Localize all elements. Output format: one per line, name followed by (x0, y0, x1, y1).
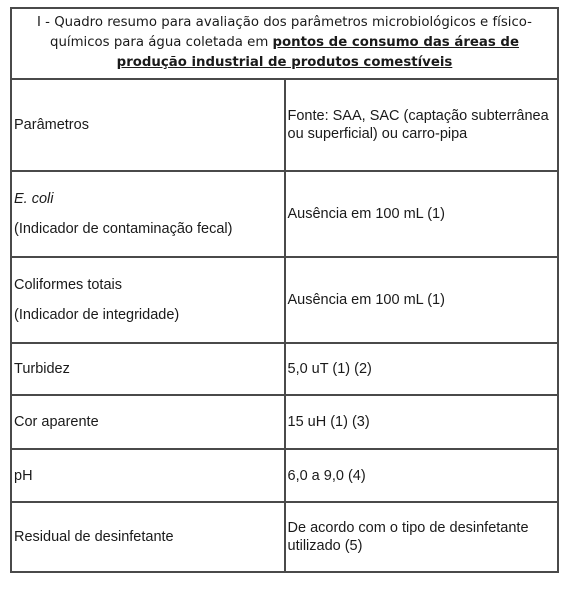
parameter-cell (11, 257, 285, 343)
parameter-name: Coliformes totais (14, 277, 122, 293)
parameter-cell: Turbidez (11, 343, 285, 395)
header-parameter: Parâmetros (11, 79, 285, 171)
value-cell: Ausência em 100 mL (1) (285, 171, 559, 257)
table-row (11, 343, 558, 395)
header-source: Fonte: SAA, SAC (captação subterrânea ou superficial) ou carro-pipa (285, 79, 559, 171)
parameter-cell: Cor aparente (11, 395, 285, 449)
value-cell: 6,0 a 9,0 (4) (285, 449, 559, 502)
table-row (11, 395, 558, 449)
parameters-table (10, 7, 559, 573)
table-title (11, 8, 558, 79)
title-row (11, 8, 558, 79)
table-row (11, 502, 558, 572)
value-cell: Ausência em 100 mL (1) (285, 257, 559, 343)
parameter-note: (Indicador de integridade) (14, 307, 180, 323)
table-row (11, 171, 558, 257)
parameter-cell: Residual de desinfetante (11, 502, 285, 572)
value-cell: 15 uH (1) (3) (285, 395, 559, 449)
parameter-cell (11, 171, 285, 257)
table-row (11, 449, 558, 502)
header-row (11, 79, 558, 171)
table-title-emphasis: pontos de consumo das áreas de produção industrial de produtos comestíveis (116, 35, 519, 70)
value-cell: De acordo com o tipo de desinfetante utilizado (5) (285, 502, 559, 572)
parameter-name: E. coli (14, 191, 54, 207)
table-title-prefix: I - Quadro resumo para avaliação dos parâmetros microbiológicos e físico-químicos para água coletada em (37, 15, 532, 50)
parameter-note: (Indicador de contaminação fecal) (14, 221, 233, 237)
value-cell: 5,0 uT (1) (2) (285, 343, 559, 395)
table-row (11, 257, 558, 343)
parameter-cell: pH (11, 449, 285, 502)
